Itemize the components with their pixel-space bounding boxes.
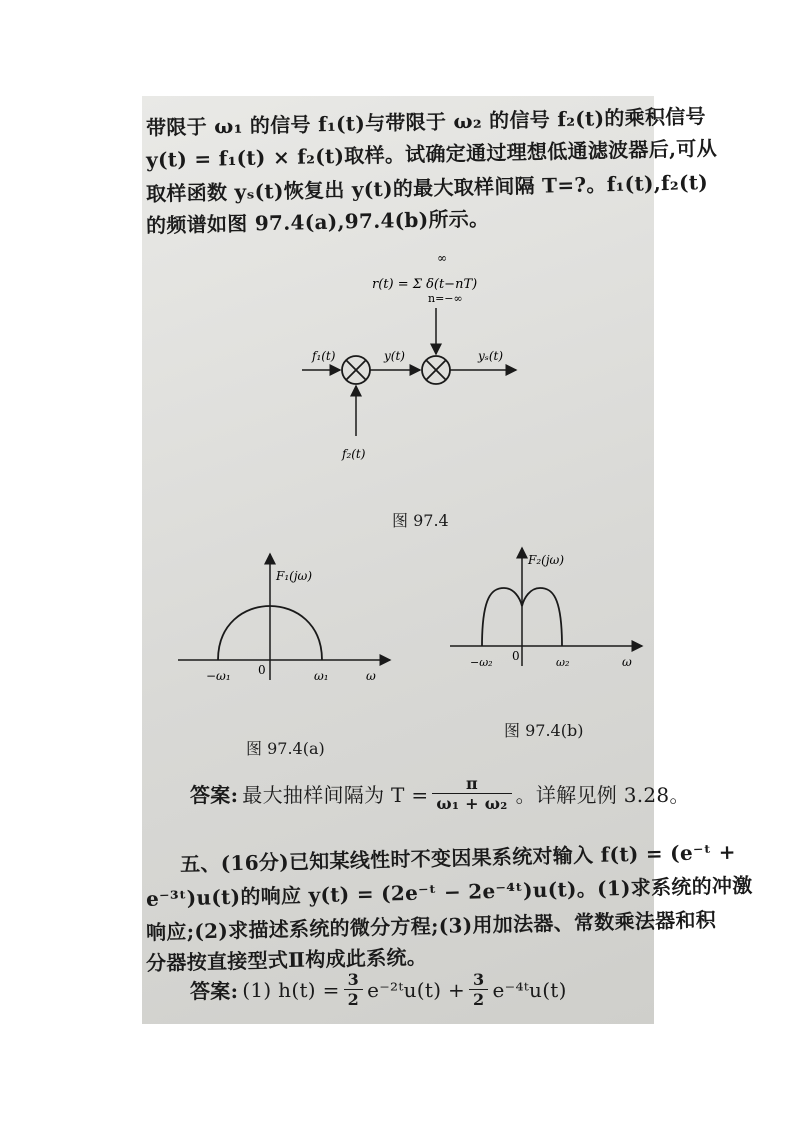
spectrum-a-neg-tick: −ω₁ <box>206 669 231 683</box>
middle-y-label: y(t) <box>384 349 405 363</box>
answer-2 <box>190 970 567 1009</box>
sum-upper-limit: ∞ <box>437 251 447 265</box>
answer-2-fraction-2 <box>469 970 488 1009</box>
spectrum-b-plot <box>448 542 646 682</box>
problem-text-line-3: 取样函数 yₛ(t)恢复出 y(t)的最大取样间隔 T=?。f₁(t),f₂(t) <box>145 170 709 206</box>
answer-1-text: 最大抽样间隔为 T = <box>242 783 429 807</box>
spectrum-a-ylabel: F₁(jω) <box>276 569 313 583</box>
spectrum-b-zero-tick: 0 <box>512 649 520 663</box>
problem-text-line-1: 带限于 ω₁ 的信号 f₁(t)与带限于 ω₂ 的信号 f₂(t)的乘积信号 <box>145 104 707 140</box>
spectrum-b-neg-tick: −ω₂ <box>470 656 493 669</box>
problem-5-line-1: 五、(16分)已知某线性时不变因果系统对输入 f(t) = (e⁻ᵗ + <box>179 839 737 877</box>
answer-2-numerator-1: 3 <box>344 970 363 990</box>
output-ys-label: yₛ(t) <box>478 349 504 363</box>
answer-2-denominator-1: 2 <box>347 990 360 1009</box>
scanned-page <box>142 96 753 1024</box>
spectrum-a-pos-tick: ω₁ <box>314 669 329 683</box>
impulse-train-label: r(t) = Σ δ(t−nT) <box>372 277 478 292</box>
spectrum-b-ylabel: F₂(jω) <box>528 553 565 567</box>
spectrum-a-zero-tick: 0 <box>258 663 266 677</box>
multiplier-1-icon <box>342 356 370 384</box>
answer-2-term-1: e⁻²ᵗu(t) + <box>367 977 466 1002</box>
input-f1-label: f₁(t) <box>312 349 336 363</box>
spectrum-b-axis-label: ω <box>622 655 632 669</box>
problem-5-line-4: 分器按直接型式Ⅱ构成此系统。 <box>145 944 428 976</box>
answer-1-numerator: π <box>432 774 511 794</box>
sum-lower-limit: n=−∞ <box>428 292 463 305</box>
answer-1 <box>190 774 690 813</box>
problem-text-line-2: y(t) = f₁(t) × f₂(t)取样。试确定通过理想低通滤波器后,可从 <box>145 136 718 172</box>
answer-2-numerator-2: 3 <box>469 970 488 990</box>
spectrum-b-pos-tick: ω₂ <box>556 656 570 669</box>
answer-1-denominator: ω₁ + ω₂ <box>436 794 508 813</box>
figure-caption-97-4b: 图 97.4(b) <box>504 721 584 740</box>
answer-1-label: 答案: <box>190 783 239 807</box>
spectrum-a-axis-label: ω <box>366 669 376 683</box>
figure-caption-97-4: 图 97.4 <box>392 511 449 530</box>
multiplier-2-icon <box>422 356 450 384</box>
answer-2-term-2: e⁻⁴ᵗu(t) <box>492 977 567 1002</box>
problem-text-line-4: 的频谱如图 97.4(a),97.4(b)所示。 <box>145 206 490 238</box>
answer-2-denominator-2: 2 <box>473 990 485 1009</box>
answer-1-fraction <box>432 774 511 813</box>
answer-1-tail: 。详解见例 3.28。 <box>515 783 690 807</box>
answer-2-fraction-1 <box>344 970 363 1009</box>
problem-5-line-2: e⁻³ᵗ)u(t)的响应 y(t) = (2e⁻ᵗ − 2e⁻⁴ᵗ)u(t)。(1)求系统的冲激 <box>145 873 753 911</box>
spectrum-a-plot <box>176 548 394 698</box>
input-f2-label: f₂(t) <box>342 447 366 461</box>
answer-2-label: 答案: <box>190 979 239 1003</box>
block-diagram <box>302 244 532 464</box>
problem-5-line-3: 响应;(2)求描述系统的微分方程;(3)用加法器、常数乘法器和积 <box>145 907 717 945</box>
figure-caption-97-4a: 图 97.4(a) <box>246 739 325 758</box>
answer-2-prefix: (1) h(t) = <box>242 977 340 1002</box>
